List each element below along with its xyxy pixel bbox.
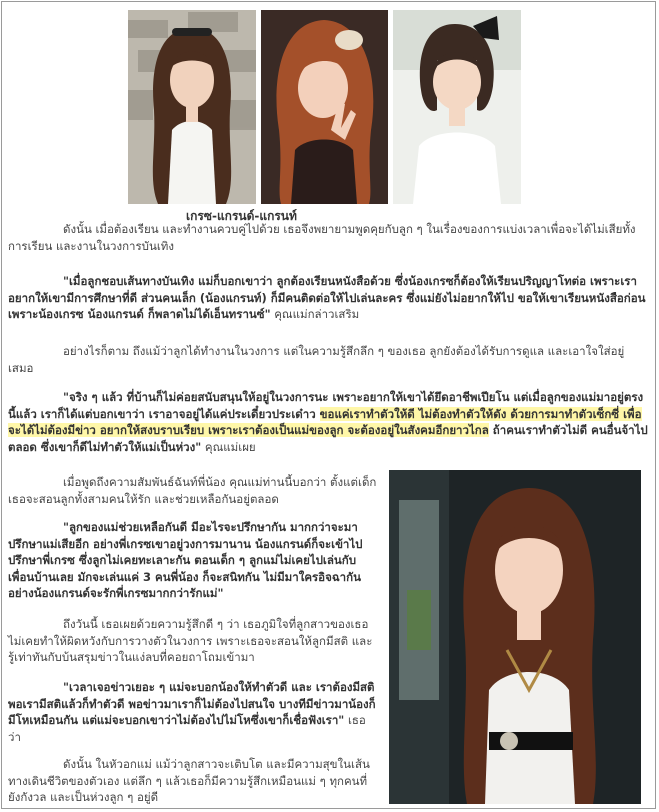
quote-2-text-end: ถ้าคนเราทำตัวไม่ดี คนอื่นจ้าไปตลอด ซึ่งเขาก็ดีไม่ทำตัวให้แม่เป็นห่วง" [8, 423, 648, 454]
quote-4-attribution: เธอว่า [8, 713, 366, 744]
photo-side [389, 470, 641, 804]
quote-3 [8, 519, 378, 602]
photo-grant [393, 10, 521, 204]
quote-4 [8, 679, 378, 745]
quote-2-highlight: ขอแค่เราทำตัวให้ดี ไม่ต้องทำตัวให้ดัง ด้วยการมาทำตัวเซ็กซี่ เพื่อจะได้ไม่ต้องมีข่าว อยากให้สงบราบเรียบ เพราะเราต้องเป็นแม่ของลูก จะต้องอยู่ในสังคมอีกยาวไกล [8, 406, 642, 437]
paragraph-5 [8, 756, 378, 806]
quote-1-text: "เมื่อลูกชอบเส้นทางบันเทิง แม่ก็บอกเขาว่า ลูกต้องเรียนหนังสือด้วย ซึ่งน้องเกรซก็ต้องให้เรียนปริญญาโทต่อ เพราะเราอยากให้เขามีการศึกษาที่ดี ส่วนคนเล็ก (น้องแกรนท์) ก็มีคนติดต่อให้ไปเล่นละคร ซึ่งแม่ยังไม่อยากให้ไป ขอให้เขาเรียนหนังสือก่อน เพราะน้องเกรซ น้องแกรนด์ ก็พลาดไม่ได้เอ็นทรานซ์" [8, 274, 646, 321]
paragraph-4-text: ถึงวันนี้ เธอเผยด้วยความรู้สึกดี ๆ ว่า เธอภูมิใจที่ลูกสาวของเธอไม่เคยทำให้ผิดหวังกับการวางตัวในวงการ เพราะเธอจะสอนให้ลูกมีสติ และรู้เท่าทันกับบ้นสรุมข่าวในแง่ลบที่คอยถาโถมเข้ามา [8, 617, 373, 664]
quote-1-attribution: คุณแม่กล่าวเสริม [270, 307, 360, 321]
quote-2 [8, 389, 648, 455]
paragraph-2-text: อย่างไรก็ตาม ถึงแม้ว่าลูกได้ทำงานในวงการ แต่ในความรู้สึกลึก ๆ ของเธอ ลูกยังต้องได้รับการดูแล และเอาใจใส่อยู่เสมอ [8, 344, 625, 375]
quote-1 [8, 273, 648, 323]
photo-grace [128, 10, 256, 204]
paragraph-3-text: เมื่อพูดถึงความสัมพันธ์ฉันท์พี่น้อง คุณแม่ท่านนี้บอกว่า ตั้งแต่เด็กเธอจะสอนลูกทั้งสามคนให้รัก และช่วยเหลือกันอยู่ตลอด [8, 475, 377, 506]
quote-2-text-start: "จริง ๆ แล้ว ที่บ้านก็ไม่ค่อยสนับสนุนให้อยู่ในวงการนะ เพราะอยากให้เขาได้ยึดอาชีพเปียโน แต่เมื่อลูกของแม่มาอยู่ตรงนี้แล้ว เราก็ได้แต่บอกเขาว่า เราอาจอยู่ได้แค่ประเดี๋ยวประเด๋าว [8, 390, 644, 421]
paragraph-2 [8, 343, 648, 376]
quote-2-attribution: คุณแม่เผย [201, 439, 256, 454]
paragraph-5-text: ดังนั้น ในหัวอกแม่ แม้ว่าลูกสาวจะเติบโต และมีความสุขในเส้นทางเดินชีวิตของตัวเอง แต่ลึก ๆ แล้วเธอก็มีความรู้สึกเหมือนแม่ ๆ ทุกคนที่ยังกังวล และเป็นห่วงลูก ๆ อยู่ดี [8, 757, 370, 804]
paragraph-1-text: ดังนั้น เมื่อต้องเรียน และทำงานควบคู่ไปด้วย เธอจึงพยายามพูดคุยกับลูก ๆ ในเรื่องของการแบ่งเวลาเพื่อจะได้ไม่เสียทั้งการเรียน และงานในวงการบันเทิง [8, 222, 636, 253]
photo-grand [261, 10, 388, 204]
photo-caption: เกรซ-แกรนด์-แกรนท์ [186, 209, 297, 223]
paragraph-1 [8, 221, 648, 254]
paragraph-4 [8, 616, 378, 666]
quote-3-text: "ลูกของแม่ช่วยเหลือกันดี มีอะไรจะปรึกษากัน มากกว่าจะมาปรึกษาแม่เสียอีก อย่างพี่เกรซเขาอยู่วงการมานาน น้องแกรนด์ก็จะเข้าไปปรึกษาพี่เกรซ ซึ่งลูกไม่เคยทะเลาะกัน ตอนเด็ก ๆ ลูกแม่ไม่เคยไปเล่นกับเพื่อนบ้านเลย มักจะเล่นแค่ 3 คนพี่น้อง ก็จะสนิทกัน ไม่มีมาใครอิจฉากัน อย่างน้องแกรนด์จะรักพี่เกรซมากกว่ารักแม่" [8, 520, 363, 600]
quote-4-text: "เวลาเจอข่าวเยอะ ๆ แม่จะบอกน้องให้ทำตัวดี และ เราต้องมีสติ พอเรามีสติแล้วก็ทำตัวดี พอข่าวมาเราก็ไม่ต้องไปสนใจ บางทีมีข่าวมาน้องก็มีโหเหมือนกัน แต่แม่จะบอกเขาว่าไม่ต้องไปไม่โหซึ่งเขาก็เชื่อฟังเรา" [8, 680, 376, 727]
paragraph-3 [8, 474, 378, 507]
